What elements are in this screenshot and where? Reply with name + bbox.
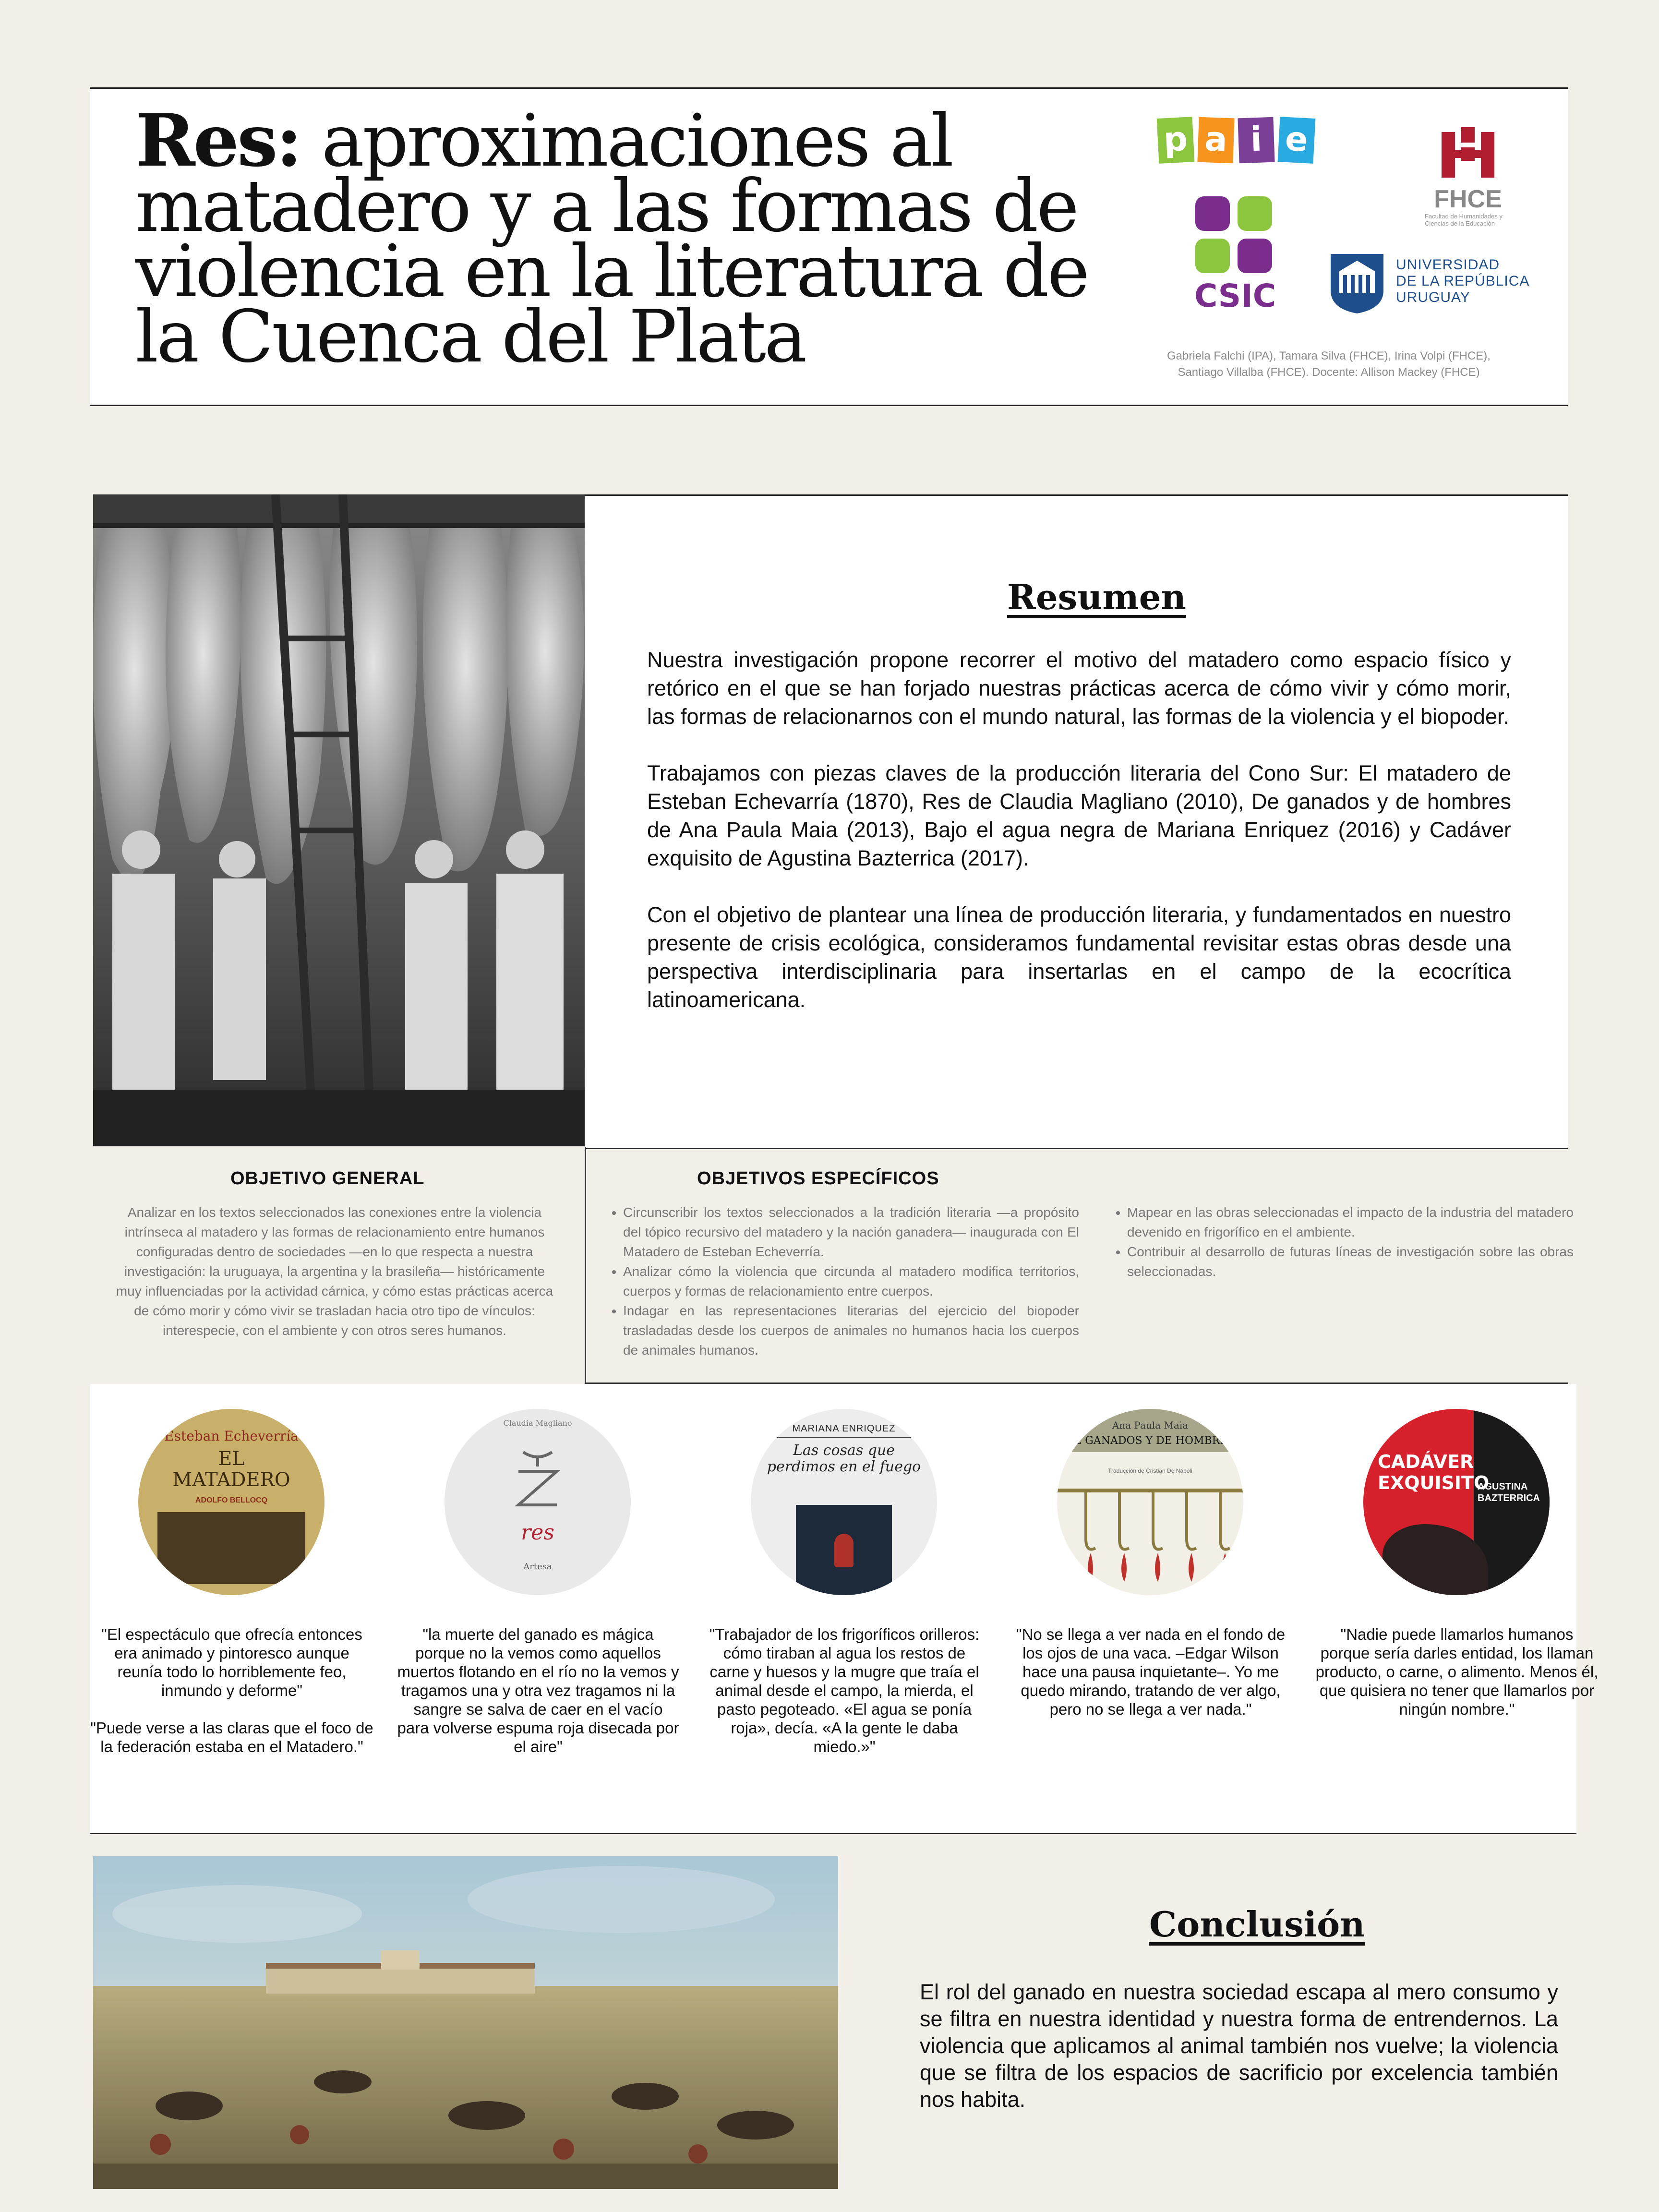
cover-title: res (521, 1520, 554, 1545)
book-quote (397, 1625, 680, 1775)
udelar-label (1396, 257, 1529, 306)
book-cover-res (445, 1409, 631, 1595)
conclusion-title: Conclusión (1149, 1904, 1365, 1945)
cover-rule (775, 1437, 913, 1438)
udelar-seal-icon (1329, 252, 1385, 314)
csic-label: CSIC (1194, 277, 1276, 314)
book-cover-cadaver (1363, 1409, 1550, 1595)
quote-text: "la muerte del ganado es mágica porque no la vemos como aquellos muertos flotando en el río no la vemos y tragamos una y otra vez tragamos ni la sangre se salva de caer en el vacío para volverse espuma roja disecada por el aire" (397, 1625, 679, 1755)
cover-glyph-icon (509, 1447, 566, 1519)
cover-illustration (796, 1505, 892, 1595)
csic-mark-icon (1194, 195, 1276, 277)
objetivo-general-text: Analizar en los textos seleccionados las conexiones entre la violencia intrínseca al matadero y las formas de relacionamiento entre humanos configuradas dentro de sociedades —en lo que respecta a nuestra investigación: la uruguaya, la argentina y la brasileña— históricamente muy influenciadas por la actividad cárnica, y cómo estas prácticas acerca de cómo morir y cómo vivir se trasladan hacia otro tipo de vínculos: interespecie, con el ambiente y con otros seres humanos. (116, 1205, 553, 1338)
objetivo-item: • Contribuir al desarrollo de futuras líneas de investigación sobre las obras seleccionadas. (1127, 1242, 1574, 1281)
fhce-logo (1386, 127, 1550, 233)
resumen-section (585, 494, 1568, 1149)
quote-text: "Trabajador de los frigoríficos orilleros: cómo tiraban al agua los restos de carne y huesos y la mugre que traía el animal desde el campo, la mierda, el pasto pegoteado. «El agua se ponía roja», decía. «A la gente le daba miedo.»" (709, 1625, 980, 1755)
book-quote (703, 1625, 986, 1775)
cover-title: DE GANADOS Y DE HOMBRES (1065, 1435, 1235, 1447)
cover-author: Esteban Echeverría (164, 1428, 299, 1444)
cover-title-line: MATADERO (172, 1469, 290, 1491)
resumen-paragraph: Trabajamos con piezas claves de la producción literaria del Cono Sur: El matadero de Esteban Echevarría (1870), Res de Claudia Magliano (2010), De ganados y de hombres de Ana Paula Maia (2013), Bajo el agua negra de Mariana Enriquez (2016) y Cadáver exquisito de Agustina Bazterrica (2017). (647, 761, 1511, 870)
slaughterhouse-photo (93, 494, 585, 1146)
quote-text: "Nadie puede llamarlos humanos porque sería darles entidad, los llaman producto, o carne, o alimento. Menos él, que quisiera no tener que llamarlos por ningún nombre." (1315, 1625, 1599, 1718)
poster-title (135, 98, 1167, 379)
paie-tile-p: p (1157, 117, 1195, 164)
resumen-paragraph: Con el objetivo de plantear una línea de producción literaria, y fundamentados en nuestro presente de crisis ecológica, consideramos fundamental revisitar estas obras desde una perspectiva interdisciplinaria para insertarlas en el campo de la ecocrítica latinoamericana. (647, 902, 1511, 1012)
cover-title-line: Las cosas que (793, 1442, 895, 1459)
cover-illustrator: ADOLFO BELLOCQ (195, 1496, 268, 1504)
objetivos-especificos-list-b (1113, 1202, 1574, 1281)
cover-translator: Traducción de Cristian De Nápoli (1108, 1467, 1192, 1474)
cover-title (138, 1448, 325, 1491)
cover-engraving (157, 1512, 305, 1584)
cover-cow (1382, 1524, 1488, 1595)
fhce-sublabel: Facultad de Humanidades y Ciencias de la Educación (1425, 213, 1503, 227)
cover-publisher: Artesa (523, 1562, 552, 1572)
fhce-mark-icon (1437, 127, 1499, 180)
objetivos-especificos-title: OBJETIVOS ESPECÍFICOS (697, 1168, 939, 1189)
matadero-painting (93, 1856, 838, 2189)
cover-title-line: perdimos en el fuego (767, 1458, 921, 1475)
cover-title-line: EL (218, 1448, 245, 1470)
resumen-paragraph: Nuestra investigación propone recorrer el motivo del matadero como espacio físico y retórico en el que se han forjado nuestras prácticas acerca de cómo vivir y cómo morir, las formas de relacionarnos con el mundo natural, las formas de la violencia y el biopoder. (647, 648, 1511, 729)
objetivo-item: • Circunscribir los textos seleccionados a la tradición literaria —a propósito del tópico recursivo del matadero y la nación ganadera— inaugurada con El Matadero de Esteban Echeverría. (623, 1202, 1079, 1262)
csic-logo (1194, 195, 1276, 314)
slaughterhouse-photo-image (93, 494, 585, 1146)
book-cover-las-cosas (751, 1409, 937, 1595)
cover-title-line: CADÁVER (1378, 1451, 1474, 1472)
objetivo-item: • Mapear en las obras seleccionadas el impacto de la industria del matadero devenido en frigorífico en el ambiente. (1127, 1202, 1574, 1242)
quote-text: "El espectáculo que ofrecía entonces era animado y pintoresco aunque reunía todo lo horriblemente feo, inmundo y deforme" (101, 1625, 362, 1699)
matadero-painting-image (93, 1856, 838, 2189)
header (90, 87, 1568, 406)
book-quote (90, 1625, 373, 1775)
paie-logo (1158, 118, 1316, 170)
objetivo-general-title: OBJETIVO GENERAL (230, 1168, 425, 1189)
resumen-title: Resumen (1007, 577, 1186, 617)
cover-title (751, 1443, 937, 1475)
cover-title-line: EXQUISITO (1378, 1472, 1490, 1493)
book-cover-el-matadero (138, 1409, 325, 1595)
cover-author: MARIANA ENRIQUEZ (792, 1423, 896, 1434)
paie-tile-a: a (1197, 117, 1234, 164)
fhce-label: FHCE (1434, 185, 1502, 213)
meat-hooks-icon (1057, 1486, 1243, 1595)
udelar-line-3: URUGUAY (1396, 289, 1470, 305)
objetivo-item: • Analizar cómo la violencia que circunda al matadero modifica territorios, cuerpos y formas de relacionamiento entre cuerpos. (623, 1262, 1079, 1301)
objetivos-especificos-list-a (609, 1202, 1079, 1360)
quote-text: "Puede verse a las claras que el foco de la federación estaba en el Matadero." (90, 1719, 373, 1755)
paie-tile-i: i (1238, 117, 1274, 164)
book-cover-de-ganados (1057, 1409, 1243, 1595)
conclusion-text: El rol del ganado en nuestra sociedad escapa al mero consumo y se filtra en nuestra identidad y nuestra forma de entrendernos. La violencia que aplicamos al animal también nos vuelve; la violencia que se filtra de los espacios de sacrificio por excelencia también nos habita. (920, 1980, 1558, 2112)
udelar-logo (1329, 252, 1530, 319)
quote-text: "No se llega a ver nada en el fondo de los ojos de una vaca. –Edgar Wilson hace una pausa inquietante–. Yo me quedo mirando, tratando de ver algo, pero no se llega a ver nada." (1016, 1625, 1286, 1718)
book-quote (1009, 1625, 1292, 1737)
udelar-line-2: DE LA REPÚBLICA (1396, 273, 1530, 289)
cover-author: AGUSTINA BAZTERRICA (1478, 1481, 1540, 1503)
cover-author: Ana Paula Maia (1112, 1419, 1189, 1431)
objetivo-item: • Indagar en las representaciones literarias del ejercicio del biopoder trasladadas desde los cuerpos de animales no humanos hacia los cuerpos de animales humanos. (623, 1301, 1079, 1360)
objectives-divider (585, 1147, 586, 1383)
books-section (90, 1384, 1599, 1834)
udelar-line-1: UNIVERSIDAD (1396, 257, 1500, 273)
cover-title (1378, 1451, 1489, 1493)
book-quote (1315, 1625, 1599, 1737)
authors: Gabriela Falchi (IPA), Tamara Silva (FHCE), Irina Volpi (FHCE), Santiago Villalba (FHCE). Docente: Allison Mackey (FHCE) (1167, 349, 1491, 379)
resumen-text (647, 646, 1511, 1042)
cover-author: Claudia Magliano (503, 1419, 572, 1428)
paie-tile-e: e (1278, 117, 1316, 164)
title-bold: Res: (135, 98, 301, 183)
title-rest: aproximaciones al matadero y a las formas de violencia en la literatura de la Cuenca del Plata (135, 99, 1088, 379)
